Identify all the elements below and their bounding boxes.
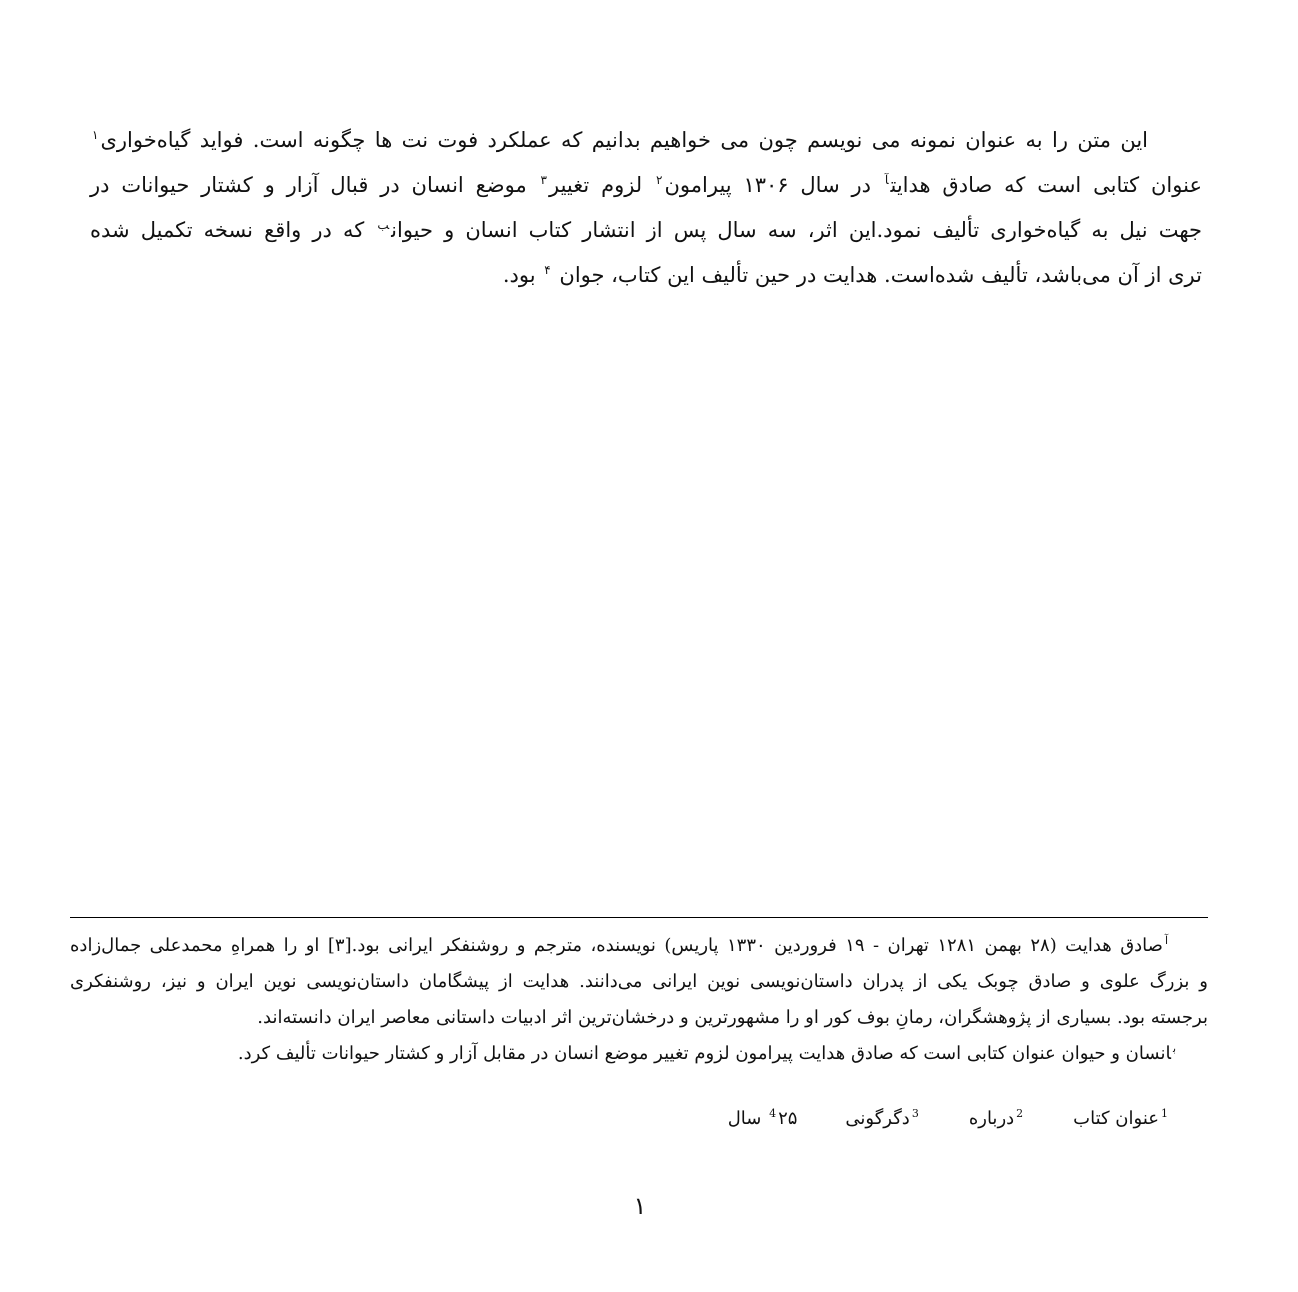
- footnote-a-text-2: و بزرگ علوی و صادق چوبک یکی از پدران داستان‌نویسی نوین ایرانی می‌دانند. هدایت از پیشگامان داستان‌نویسی نوین ایران و نیز، روشنفکری: [70, 971, 1208, 992]
- footnote-a-line-1: [70, 928, 1208, 964]
- footnotes-section: [70, 928, 1208, 1072]
- footnote-ref-4[interactable]: ۴: [544, 263, 551, 277]
- body-line-1: [90, 118, 1202, 163]
- numbered-footnote-3-marker: 3: [911, 1107, 919, 1120]
- numbered-footnote-1-marker: 1: [1161, 1107, 1168, 1120]
- numbered-footnote-4: [728, 1108, 798, 1129]
- body-line-2-part-d: موضع انسان در قبال آزار و کشتار حیوانات در: [90, 173, 527, 197]
- body-line-3: [90, 208, 1202, 253]
- numbered-footnote-1-text: عنوان کتاب: [1073, 1108, 1159, 1129]
- footnote-b-line-1: [70, 1036, 1208, 1072]
- footnote-ref-3[interactable]: ۳: [540, 173, 547, 187]
- body-line-4: [90, 253, 1202, 298]
- body-line-2: [90, 163, 1202, 208]
- body-line-4-part-a: تری از آن می‌باشد، تألیف شده‌است. هدایت در حین تألیف این کتاب، جوان: [559, 263, 1202, 287]
- footnote-ref-2[interactable]: ۲: [656, 173, 663, 187]
- footnote-a-text-3: برجسته بود. بسیاری از پژوهشگران، رمانِ بوف کور او را مشهورترین و درخشان‌ترین اثر ادبیات داستانی معاصر ایران دانسته‌اند.: [257, 1007, 1208, 1028]
- page-number: ۱: [633, 1192, 647, 1220]
- body-line-2-part-a: عنوان کتابی است که صادق هدایت: [890, 173, 1202, 197]
- body-line-1-text: این متن را به عنوان نمونه می نویسم چون می خواهیم بدانیم که عملکرد فوت نت ها چگونه است. فواید گیاه‌خواری: [100, 128, 1148, 152]
- numbered-footnote-3-text: دگرگونی: [845, 1108, 910, 1129]
- numbered-footnote-4-marker: 4: [769, 1107, 777, 1120]
- footnote-a-marker: آ: [1164, 934, 1169, 947]
- footnote-a-line-2: [70, 964, 1208, 1000]
- body-line-2-part-b: در سال ۱۳۰۶ پیرامون: [664, 173, 871, 197]
- numbered-footnote-4-text: ۲۵ سال: [727, 1108, 798, 1129]
- numbered-footnote-2-text: درباره: [968, 1108, 1015, 1129]
- numbered-footnote-1: [1073, 1108, 1170, 1129]
- numbered-footnote-2-marker: 2: [1016, 1107, 1024, 1120]
- footnote-ref-a[interactable]: آ: [884, 173, 889, 187]
- footnote-a-text-1: صادق هدایت (۲۸ بهمن ۱۲۸۱ تهران - ۱۹ فروردین ۱۳۳۰ پاریس) نویسنده، مترجم و روشنفکر ایرانی بود.[۳] او را همراهِ محمدعلی جمال‌زاده: [70, 935, 1163, 956]
- numbered-footnote-3: [845, 1108, 920, 1129]
- body-line-3-part-a: جهت نیل به گیاه‌خواری تألیف نمود.این اثر، سه سال پس از انتشار کتاب انسان و حیوان: [391, 218, 1202, 242]
- body-paragraph: [90, 118, 1202, 298]
- body-line-4-part-b: بود.: [502, 263, 536, 287]
- body-line-2-part-c: لزوم تغییر: [549, 173, 643, 197]
- numbered-footnotes-row: [700, 1108, 1170, 1129]
- footnote-a-line-3: [70, 1000, 1208, 1036]
- numbered-footnote-2: [969, 1108, 1025, 1129]
- footnote-b-marker: ب: [1172, 1042, 1176, 1055]
- footnote-ref-1[interactable]: ۱: [92, 128, 99, 142]
- body-line-3-part-b: که در واقع نسخه تکمیل شده: [90, 218, 365, 242]
- footnote-ref-b[interactable]: ب: [377, 218, 390, 232]
- footnote-b-text-1: انسان و حیوان عنوان کتابی است که صادق هدایت پیرامون لزوم تغییر موضع انسان در مقابل آزار و کشتار حیوانات تألیف کرد.: [237, 1043, 1171, 1064]
- footnote-separator: [70, 917, 1208, 918]
